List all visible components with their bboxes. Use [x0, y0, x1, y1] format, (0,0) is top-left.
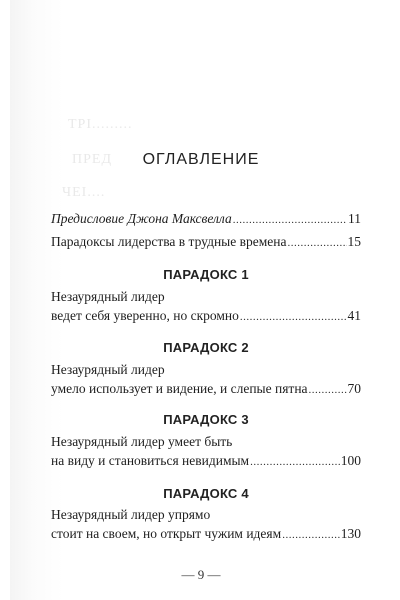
toc-page-number: 11: [348, 211, 361, 226]
toc-entry-paradox-4[interactable]: [51, 526, 361, 543]
toc-entry-text: умело использует и видение, и слепые пятна: [51, 381, 308, 396]
page-number-footer: — 9 —: [181, 567, 221, 582]
leader-dots: [250, 454, 340, 470]
toc-entry-text: стоит на своем, но открыт чужим идеям: [51, 526, 282, 541]
section-heading-paradox-3: ПАРАДОКС 3: [163, 412, 249, 427]
section-heading-paradox-4: ПАРАДОКС 4: [163, 486, 249, 501]
toc-entry-text: Парадоксы лидерства в трудные времена: [51, 234, 287, 249]
bleed-through-text: ЧЕІ....: [62, 185, 106, 200]
toc-entry-text: Незаурядный лидер упрямо: [51, 507, 211, 522]
toc-page-number: 15: [347, 234, 361, 249]
toc-entry-paradox-3[interactable]: [51, 453, 361, 470]
toc-entry-text: Предисловие Джона Максвелла: [51, 211, 232, 226]
toc-entry-text: Незаурядный лидер: [51, 289, 165, 304]
leader-dots: [233, 212, 347, 228]
toc-entry-text: Незаурядный лидер умеет быть: [51, 434, 233, 449]
toc-entry-text: ведет себя уверенно, но скромно: [51, 308, 239, 323]
toc-entry-foreword[interactable]: [51, 211, 361, 228]
toc-page-number: 100: [340, 453, 361, 468]
section-heading-paradox-2: ПАРАДОКС 2: [163, 340, 249, 355]
bleed-through-text: ПРЕД: [72, 152, 112, 167]
toc-entry-text: на виду и становиться невидимым: [51, 453, 250, 468]
leader-dots: [240, 309, 347, 325]
section-heading-paradox-1: ПАРАДОКС 1: [163, 267, 249, 282]
toc-page-number: 41: [347, 308, 361, 323]
leader-dots: [287, 235, 346, 251]
toc-page-number: 130: [340, 526, 361, 541]
leader-dots: [309, 382, 347, 398]
toc-entry-paradox-1[interactable]: [51, 308, 361, 325]
toc-title: ОГЛАВЛЕНИЕ: [142, 151, 260, 168]
toc-entry-paradox-2[interactable]: [51, 381, 361, 398]
toc-entry-intro[interactable]: [51, 234, 361, 251]
toc-entry-text: Незаурядный лидер: [51, 362, 165, 377]
leader-dots: [282, 527, 340, 543]
bleed-through-text: ТРІ.........: [68, 117, 133, 132]
toc-page-number: 70: [347, 381, 361, 396]
book-page: [10, 0, 392, 600]
